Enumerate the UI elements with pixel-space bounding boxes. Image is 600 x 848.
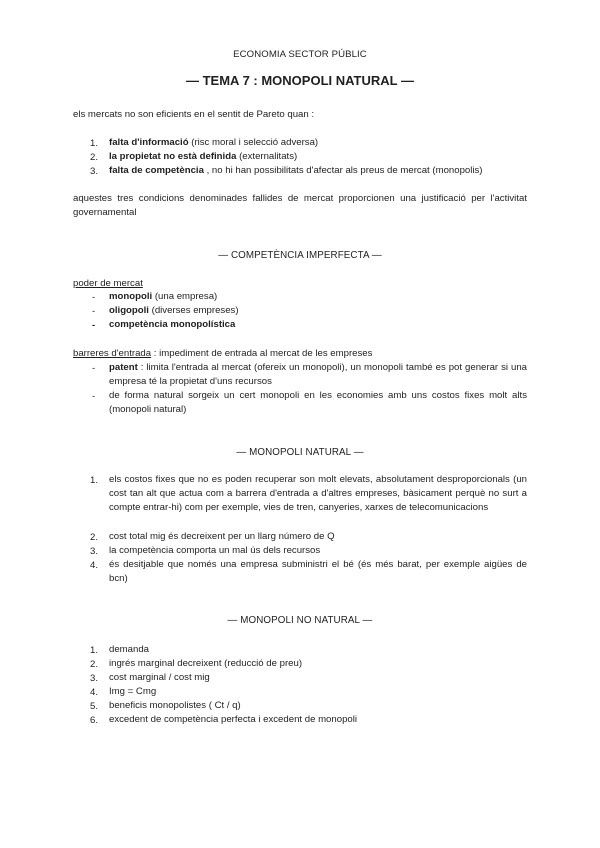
list-item bbox=[109, 318, 235, 332]
list-item: és desitjable que només una empresa subministri el bé (és més barat, per exemple aigües de bcn) bbox=[109, 559, 527, 584]
list-item-rest: (diverses empreses) bbox=[148, 305, 239, 316]
list-number: 2. bbox=[90, 152, 99, 163]
section-heading-non-natural: — MONOPOLI NO NATURAL — bbox=[227, 615, 373, 626]
list-item-bold: oligopoli bbox=[109, 305, 149, 316]
list-item bbox=[109, 150, 297, 164]
list-item: ingrés marginal decreixent (reducció de preu) bbox=[109, 658, 303, 669]
bullet-dash: - bbox=[92, 320, 96, 331]
bullet-dash: - bbox=[92, 292, 96, 303]
bullet-dash: - bbox=[92, 363, 96, 374]
document-header: ECONOMIA SECTOR PÚBLIC bbox=[233, 49, 367, 60]
list-item-bold: competència monopolística bbox=[109, 319, 236, 330]
bullet-dash: - bbox=[92, 391, 96, 402]
barriers-line bbox=[73, 347, 372, 360]
list-number: 3. bbox=[90, 673, 99, 684]
list-item bbox=[109, 164, 483, 178]
list-item: cost marginal / cost mig bbox=[109, 672, 210, 683]
list-item bbox=[109, 290, 217, 304]
list-number: 3. bbox=[90, 546, 99, 557]
list-item: cost total mig és decreixent per un llarg número de Q bbox=[109, 531, 335, 542]
list-item-bold: falta d'informació bbox=[109, 137, 189, 148]
list-number: 5. bbox=[90, 701, 99, 712]
list-item: beneficis monopolistes ( Ct / q) bbox=[109, 700, 241, 711]
list-item-bold: patent bbox=[109, 362, 138, 373]
intro-text: els mercats no son eficients en el sentit de Pareto quan : bbox=[73, 109, 315, 120]
page-title: — TEMA 7 : MONOPOLI NATURAL — bbox=[186, 73, 414, 88]
list-item bbox=[109, 389, 527, 417]
list-number: 3. bbox=[90, 166, 99, 177]
market-power-heading: poder de mercat bbox=[73, 278, 143, 289]
list-number: 2. bbox=[90, 532, 99, 543]
section-heading-imperfect: — COMPETÈNCIA IMPERFECTA — bbox=[218, 250, 382, 261]
barriers-heading: barreres d'entrada bbox=[73, 348, 152, 359]
failures-summary: aquestes tres condicions denominades fallides de mercat proporcionen una justificació per l'activitat governamental bbox=[73, 193, 527, 218]
list-item bbox=[109, 304, 239, 318]
list-item-bold: falta de competència bbox=[109, 165, 204, 176]
list-number: 4. bbox=[90, 560, 99, 571]
bullet-dash: - bbox=[92, 306, 96, 317]
list-number: 1. bbox=[90, 645, 99, 656]
list-item bbox=[109, 361, 527, 389]
list-item bbox=[109, 136, 318, 150]
list-item: excedent de competència perfecta i excedent de monopoli bbox=[109, 714, 357, 725]
list-number: 1. bbox=[90, 138, 99, 149]
list-number: 4. bbox=[90, 687, 99, 698]
list-item-rest: (risc moral i selecció adversa) bbox=[188, 137, 319, 148]
list-number: 2. bbox=[90, 659, 99, 670]
list-number: 1. bbox=[90, 475, 99, 486]
list-item-rest: , no hi han possibilitats d'afectar als preus de mercat (monopolis) bbox=[203, 165, 483, 176]
barriers-definition: : impediment de entrada al mercat de les empreses bbox=[151, 348, 373, 359]
list-item-bold: monopoli bbox=[109, 291, 153, 302]
list-item-bold: la propietat no està definida bbox=[109, 151, 237, 162]
list-item-rest: (una empresa) bbox=[152, 291, 218, 302]
list-number: 6. bbox=[90, 715, 99, 726]
list-item-rest: (externalitats) bbox=[236, 151, 298, 162]
list-item-rest: : limita l'entrada al mercat (ofereix un monopoli), un monopoli també es pot generar si una empresa té la propietat d'uns recursos bbox=[109, 362, 527, 387]
list-item-rest: de forma natural sorgeix un cert monopoli en les economies amb uns costos fixes molt alts (monopoli natural) bbox=[109, 390, 527, 415]
list-item: Img = Cmg bbox=[109, 686, 157, 697]
list-item: els costos fixes que no es poden recuperar son molt elevats, absolutament desproporcionals (un cost tan alt que actua com a barrera d'entrada a d'altres empreses, bàsicament perquè no surt a compte entrar-hi) com per exemple, vies de tren, canyeries, xarxes de telecomunicacions bbox=[109, 474, 527, 513]
list-item: la competència comporta un mal ús dels recursos bbox=[109, 545, 321, 556]
list-item: demanda bbox=[109, 644, 150, 655]
section-heading-natural: — MONOPOLI NATURAL — bbox=[236, 447, 364, 458]
